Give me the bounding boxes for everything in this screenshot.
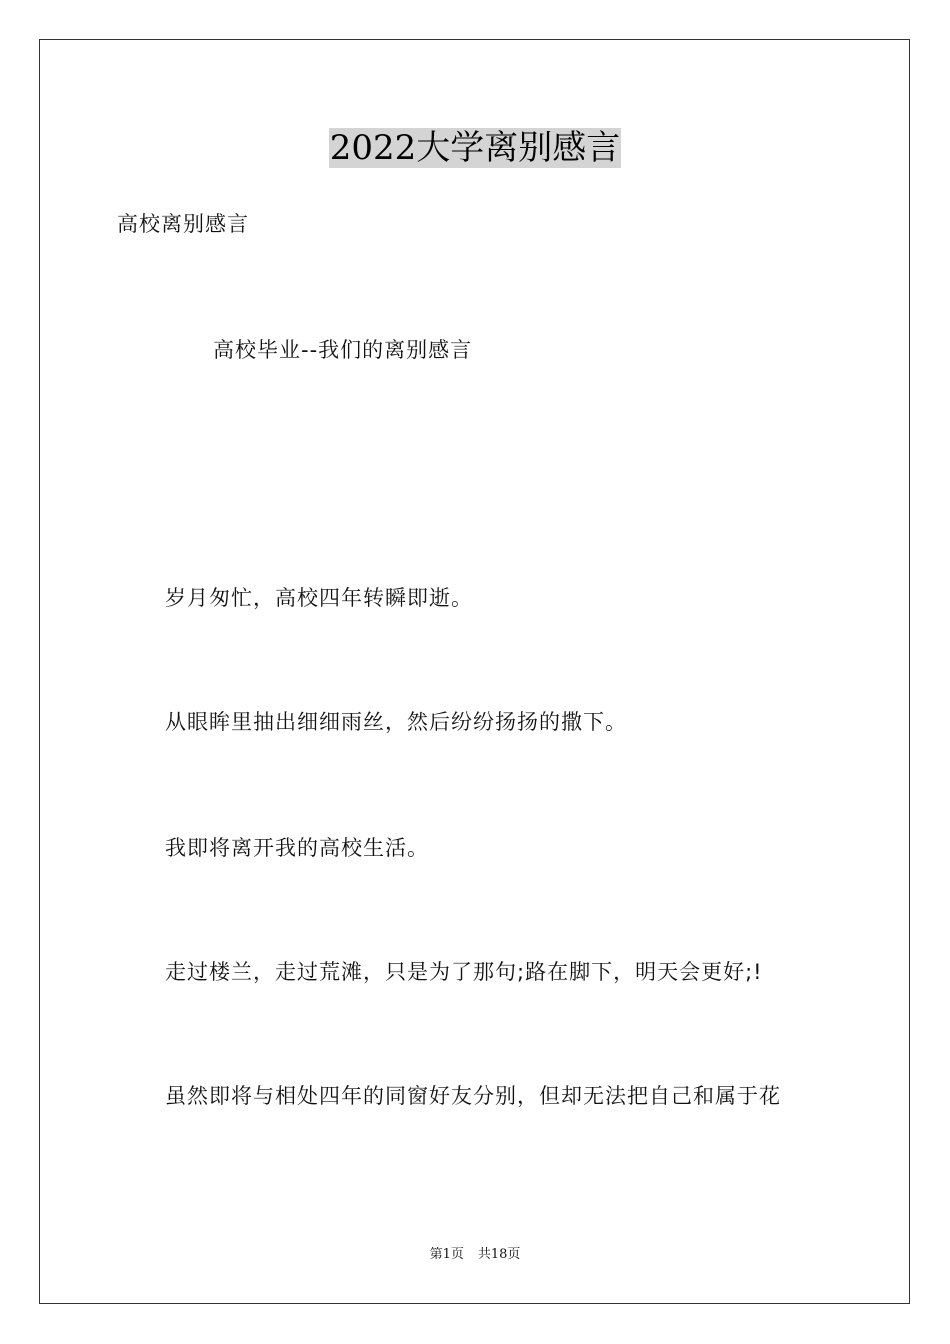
paragraph: 岁月匆忙，高校四年转瞬即逝。 <box>165 586 473 610</box>
paragraph: 走过楼兰，走过荒滩，只是为了那句;路在脚下，明天会更好;! <box>165 960 763 984</box>
document-subtitle: 高校离别感言 <box>117 212 249 236</box>
paragraph: 从眼眸里抽出细细雨丝，然后纷纷扬扬的撒下。 <box>165 710 627 734</box>
page-number: 第1页 <box>429 1247 464 1262</box>
page-footer <box>0 1246 950 1264</box>
document-title: 2022大学离别感言 <box>329 128 621 168</box>
paragraph: 我即将离开我的高校生活。 <box>165 836 429 860</box>
title-container <box>0 128 950 168</box>
section-heading: 高校毕业--我们的离别感言 <box>213 338 473 362</box>
paragraph: 虽然即将与相处四年的同窗好友分别，但却无法把自己和属于花 <box>165 1084 781 1108</box>
page-total: 共18页 <box>477 1247 521 1262</box>
